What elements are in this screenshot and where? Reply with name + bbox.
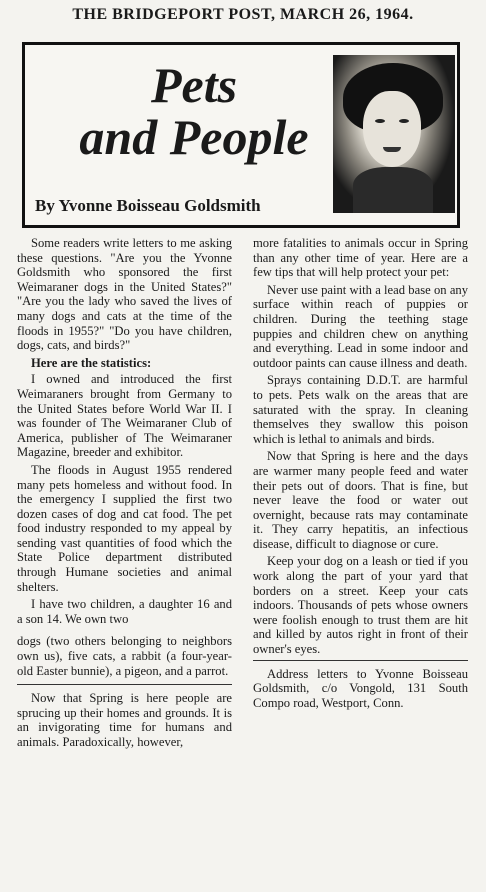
- photo-eye-left: [375, 119, 385, 123]
- paragraph: dogs (two others belonging to neighbors own us), five cats, a rabbit (a four-year-old Easter bunnie), a pigeon, and a parrot.: [17, 634, 232, 678]
- masthead: THE BRIDGEPORT POST, MARCH 26, 1964.: [72, 6, 414, 23]
- left-column: [17, 236, 232, 753]
- photo-eye-right: [399, 119, 409, 123]
- title-line-2: and People: [79, 109, 309, 165]
- paragraph: more fatalities to animals occur in Spring than any other time of year. Here are a few tips that will help protect your pet:: [253, 236, 468, 280]
- paragraph: Never use paint with a lead base on any surface within reach of puppies or children. During the teething stage puppies and children chew on anything and everything. Lead in some indoor and outdoor paints can cause illness and death.: [253, 282, 468, 370]
- photo-face: [363, 91, 421, 167]
- photo-shoulders: [353, 167, 433, 213]
- photo-mouth: [383, 147, 401, 152]
- paragraph: Now that Spring is here people are sprucing up their homes and grounds. It is an invigorating time for humans and animals. Paradoxically, however,: [17, 691, 232, 749]
- author-photo: [333, 55, 455, 213]
- paragraph: I have two children, a daughter 16 and a son 14. We own two: [17, 597, 232, 626]
- column-title: [59, 59, 329, 163]
- byline: By Yvonne Boisseau Goldsmith: [35, 196, 261, 215]
- subheading: Here are the statistics:: [31, 355, 152, 370]
- address-note: Address letters to Yvonne Boisseau Goldsmith, c/o Vongold, 131 South Compo road, Westport, Conn.: [253, 660, 468, 711]
- paragraph: I owned and introduced the first Weimaraners brought from Germany to the United States before World War II. I was founder of The Weimaraner Club of America, publisher of The Weimaraner Magazine, breeder and exhibitor.: [17, 372, 232, 460]
- right-column: [253, 236, 468, 713]
- paragraph: Some readers write letters to me asking these questions. "Are you the Yvonne Goldsmith who sponsored the first Weimaraner dogs in the United States?" "Are you the lady who saved the lives of many dogs and cats at the time of the floods in 1955?" "Do you have children, dogs, cats, and birds?": [17, 236, 232, 353]
- paragraph: Sprays containing D.D.T. are harmful to pets. Pets walk on the areas that are saturated with the spray. In cleaning themselves they swallow this poison which is lethal to animals and birds.: [253, 373, 468, 446]
- title-line-1: Pets: [150, 57, 238, 113]
- paragraph: Now that Spring is here and the days are warmer many people feed and water their pets out of doors. That is fine, but never leave the food or water out overnight, because rats may contaminate it. They carry hepatitis, an infectious disease, difficult to diagnose or cure.: [253, 449, 468, 551]
- paragraph: Keep your dog on a leash or tied if you work along the part of your yard that borders on a street. Keep your cats indoors. Thousands of pets whose owners were foolish enough to trust them are hit and killed by autos right in front of their owner's eyes.: [253, 554, 468, 657]
- column-divider: [17, 684, 232, 685]
- column-header-box: [22, 42, 460, 228]
- paragraph: The floods in August 1955 rendered many pets homeless and without food. In the emergency I supplied the first two dozen cases of dog and cat food. The pet food industry responded to my appeal by sending vast quantities of food which the State Police department distributed through Humane societies and animal shelters.: [17, 462, 232, 594]
